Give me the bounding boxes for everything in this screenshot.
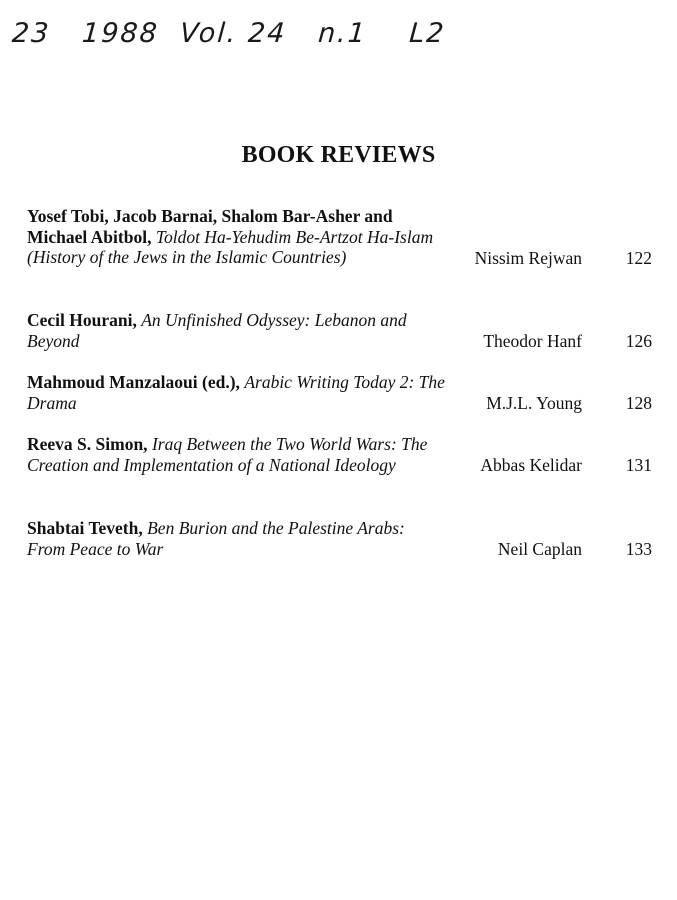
review-authors: Reeva S. Simon,	[27, 434, 148, 454]
review-work-title: Toldot Ha-Yehudim Be-Artzot Ha-Islam (History of the Jews in the Islamic Countries)	[27, 226, 434, 267]
review-citation	[27, 372, 447, 413]
review-entry	[27, 206, 667, 268]
review-entry	[27, 434, 667, 475]
page-number: 128	[625, 393, 652, 413]
review-citation	[27, 206, 447, 268]
review-entry	[27, 518, 667, 559]
reviewer-name: M.J.L. Young	[486, 393, 582, 413]
review-authors: Cecil Hourani,	[27, 310, 137, 330]
review-authors: Yosef Tobi, Jacob Barnai, Shalom Bar-Asher and Michael Abitbol,	[27, 206, 393, 247]
review-citation	[27, 518, 447, 559]
reviewer-name: Abbas Kelidar	[480, 455, 582, 475]
page-number: 133	[625, 539, 652, 559]
review-entry	[27, 310, 667, 351]
review-work-title: An Unfinished Odyssey: Lebanon and Beyond	[27, 310, 407, 351]
review-work-title: Arabic Writing Today 2: The Drama	[27, 372, 445, 413]
handwritten-annotation: 23 1988 Vol. 24 n.1 L2	[10, 18, 447, 49]
reviewer-name: Nissim Rejwan	[474, 247, 582, 268]
review-entry	[27, 372, 667, 413]
reviewer-name: Neil Caplan	[497, 539, 582, 559]
review-citation	[27, 434, 447, 475]
review-work-title: Iraq Between the Two World Wars: The Creation and Implementation of a National Ideology	[27, 434, 428, 475]
page-number: 126	[625, 331, 652, 351]
page-number: 122	[625, 247, 652, 268]
page-number: 131	[625, 455, 652, 475]
review-authors: Shabtai Teveth,	[27, 518, 143, 538]
page-title: BOOK REVIEWS	[241, 142, 436, 168]
reviewer-name: Theodor Hanf	[483, 331, 582, 351]
review-citation	[27, 310, 447, 351]
review-authors: Mahmoud Manzalaoui (ed.),	[27, 372, 240, 392]
review-work-title: Ben Burion and the Palestine Arabs: From Peace to War	[27, 518, 405, 559]
